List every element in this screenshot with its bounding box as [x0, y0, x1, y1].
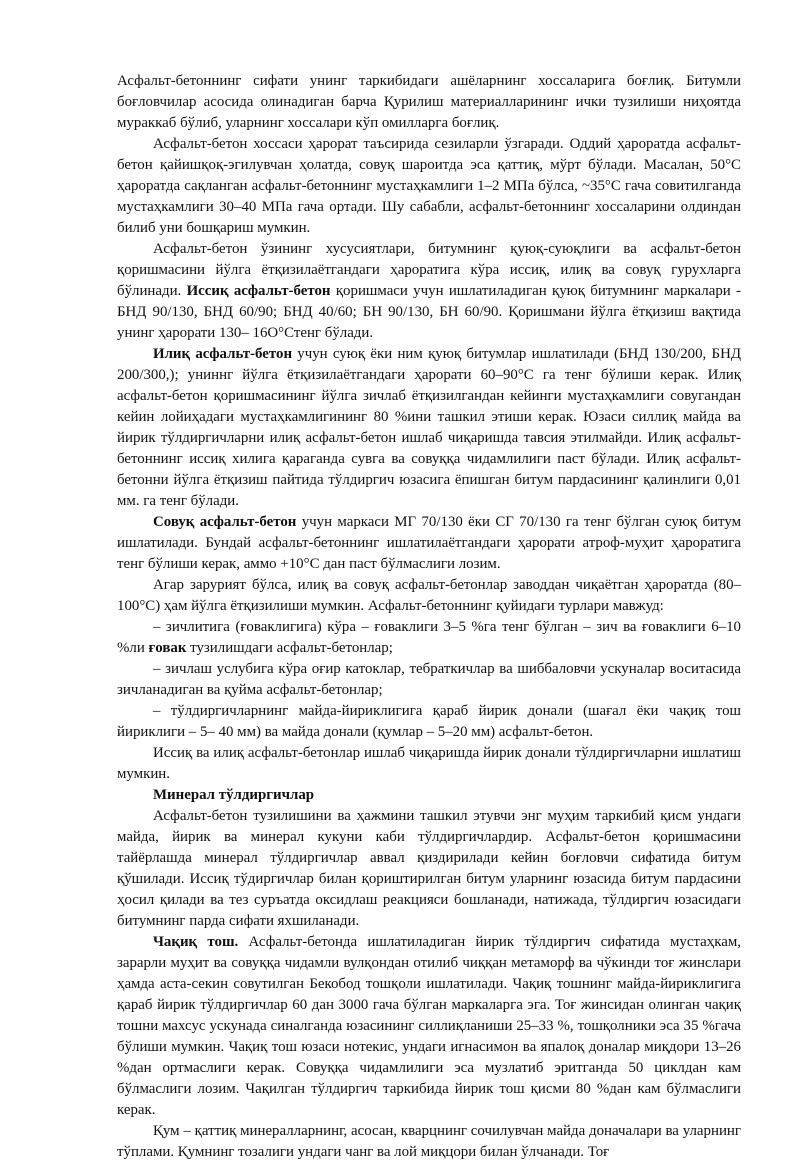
heading-mineral-fillers: Минерал тўлдиргичлар [153, 787, 315, 803]
paragraph-fillers: Асфальт-бетон тузилишини ва ҳажмини ташкил этувчи энг муҳим таркибий қисм ундаги майда, йирик ва минерал кукуни каби тўлдиргичлардир. Асфальт-бетон қоришмасини тайёрлашда минерал тўлдиргичлар аввал қиздирилади кейин боғловчи сифатида битум қўшилади. Иссиқ тўдиргичлар билан қориштирилган битум уларнинг юзасида битум пардасини ҳосил қилади ва тез суръатда оксидлаш реакцияси бошланади, натижада, тўлдиргич юзасидаги битумнинг парда сифати яхшиланади. [117, 808, 741, 929]
text-run: – зичлитига (ғоваклигига) кўра – ғоваклиги 3–5 %га тенг бўлган – зич ва ғоваклиги 6–10 %ли [117, 619, 741, 656]
term-hot-asphalt: Иссиқ асфальт-бетон [186, 283, 331, 299]
paragraph-hot-asphalt [117, 239, 741, 344]
paragraph-coarse-fillers: Иссиқ ва илиқ асфальт-бетонлар ишлаб чиқаришда йирик донали тўлдиргичларни ишлатиш мумкин. [117, 745, 741, 782]
paragraph-types: Агар зарурият бўлса, илиқ ва совуқ асфальт-бетонлар заводдан чиқаётган ҳароратда (80–100°С) ҳам йўлга ётқизилиши мумкин. Асфальт-бетоннинг қуйидаги турлари мавжуд: [117, 577, 741, 614]
text-run: тузилишдаги асфальт-бетонлар; [186, 640, 393, 656]
text-run: қоришмаси учун ишлатиладиган қуюқ битумнинг маркалари - БНД 90/130, БНД 60/90; БНД 40/60; БН 90/130, БН 60/90. Қоришмани йўлга ётқизиш вақтида унинг ҳарорати 130– 16O°Стенг бўлади. [117, 283, 741, 341]
term-warm-asphalt: Илиқ асфальт-бетон [153, 346, 293, 362]
paragraph-crushed-stone [117, 932, 741, 1121]
list-item-compaction: – зичлаш услубига кўра оғир катоклар, тебраткичлар ва шиббаловчи ускуналар воситасида зичланадиган ва қуйма асфальт-бетонлар; [117, 661, 741, 698]
text-run: Асфальт-бетон ўзининг хусусиятлари, битумнинг қуюқ-суюқлиги ва асфальт-бетон қоришмасини йўлга ётқизилаётгандаги ҳароратига кўра иссиқ, илиқ ва совуқ гурухларга бўлинади. [117, 241, 741, 299]
paragraph-warm-asphalt [117, 344, 741, 512]
list-item-grain-size: – тўлдиргичларнинг майда-йириклигига қараб йирик донали (шағал ёки чақиқ тош йириклиги – 5– 40 мм) ва майда донали (қумлар – 5–20 мм) асфальт-бетон. [117, 703, 741, 740]
text-run: Асфальт-бетонда ишлатиладиган йирик тўлдиргич сифатида мустаҳкам, зарарли муҳит ва совуққа чидамли вулқондан отилиб чиққан метаморф ва чўкинди тоғ жинслари ҳамда аста-секин совутилган Бекобод тошқоли ишлатилади. Чақиқ тошнинг майда-йириклигига қараб йирик тўлдиргичлар 60 дан 3000 гача бўлган маркаларга эга. Тоғ жинсидан олинган чақиқ тошни махсус ускунада синалганда юзасининг силлиқланиши 25–33 %, тошқолники эса 35 %гача бўлиши мумкин. Чақиқ тош юзаси нотекис, ундаги игнасимон ва япалоқ доналар миқдори 13–26 %дан ортмаслиги керак. Совуққа чидамлилиги эса музлатиб эритганда 50 циклдан кам бўлмаслиги лозим. Чақилган тўлдиргич таркибида йирик тош қисми 80 %дан кам бўлмаслиги керак. [117, 934, 741, 1118]
list-item-density [117, 617, 741, 659]
paragraph-cold-asphalt [117, 512, 741, 575]
term-porous: ғовак [148, 640, 187, 656]
paragraph-sand: Қум – қаттиқ минералларнинг, асосан, кварцнинг сочилувчан майда доначалари ва уларнинг тўплами. Қумнинг тозалиги ундаги чанг ва лой миқцори билан ўлчанади. Тоғ [117, 1123, 741, 1160]
text-run: учун суюқ ёки ним қуюқ битумлар ишлатилади (БНД 130/200, БНД 200/300,); униннг йўлга ётқизилаётгандаги ҳарорати 60–90°С га тенг бўлиши керак. Илиқ асфальт-бетон қоришмасининг йўлга зичлаб ётқизилгандан кейинги мустаҳкамлиги совугандан кейин лойиҳадаги мустаҳкамлигининг 80 %ини ташкил этиши керак. Юзаси силлиқ майда ва йирик тўлдиргичларни илиқ асфальт-бетон ишлаб чиқаришда тавсия этилмайди. Илиқ асфальт-бетоннинг иссиқ хилига қараганда сувга ва совуққа чидамлилиги паст бўлади. Илиқ асфальт-бетонни йўлга ётқизиш пайтида тўлдиргич юзасига ёпишган битум пардасининг қалинлиги 0,01 мм. га тенг бўлади. [117, 346, 741, 509]
paragraph-temperature: Асфальт-бетон хоссаси ҳарорат таъсирида сезиларли ўзгаради. Оддий ҳароратда асфальт-бетон қайишқоқ-эгилувчан ҳолатда, совуқ шароитда эса қаттиқ, мўрт бўлади. Масалан, 50°С ҳароратда сақланган асфальт-бетоннинг мустаҳкамлиги 1–2 МПа бўлса, ~35°С гача совитилганда мустаҳкамлиги 30–40 МПа гача ортади. Шу сабабли, асфальт-бетоннинг хоссаларини олдиндан билиб уни бошқариш мумкин. [117, 136, 741, 236]
term-crushed-stone: Чақиқ тош. [153, 934, 239, 950]
section-heading [117, 785, 741, 806]
text-run: учун маркаси МГ 70/130 ёки СГ 70/130 га тенг бўлган суюқ битум ишлатилади. Бундай асфальт-бетоннинг ишлатилаётгандаги ҳарорати атроф-муҳит ҳароратига тенг бўлиши керак, аммо +10°С дан паст бўлмаслиги лозим. [117, 514, 741, 572]
term-cold-asphalt: Совуқ асфальт-бетон [153, 514, 297, 530]
document-page [117, 71, 741, 1163]
paragraph-quality-intro: Асфальт-бетоннинг сифати унинг таркибидаги ашёларнинг хоссаларига боғлиқ. Битумли боғловчилар асосида олинадиган барча Қурилиш материалларининг ички тузилиши ниҳоятда мураккаб бўлиб, уларнинг хоссалари кўп омилларга боғлиқ. [117, 73, 741, 131]
